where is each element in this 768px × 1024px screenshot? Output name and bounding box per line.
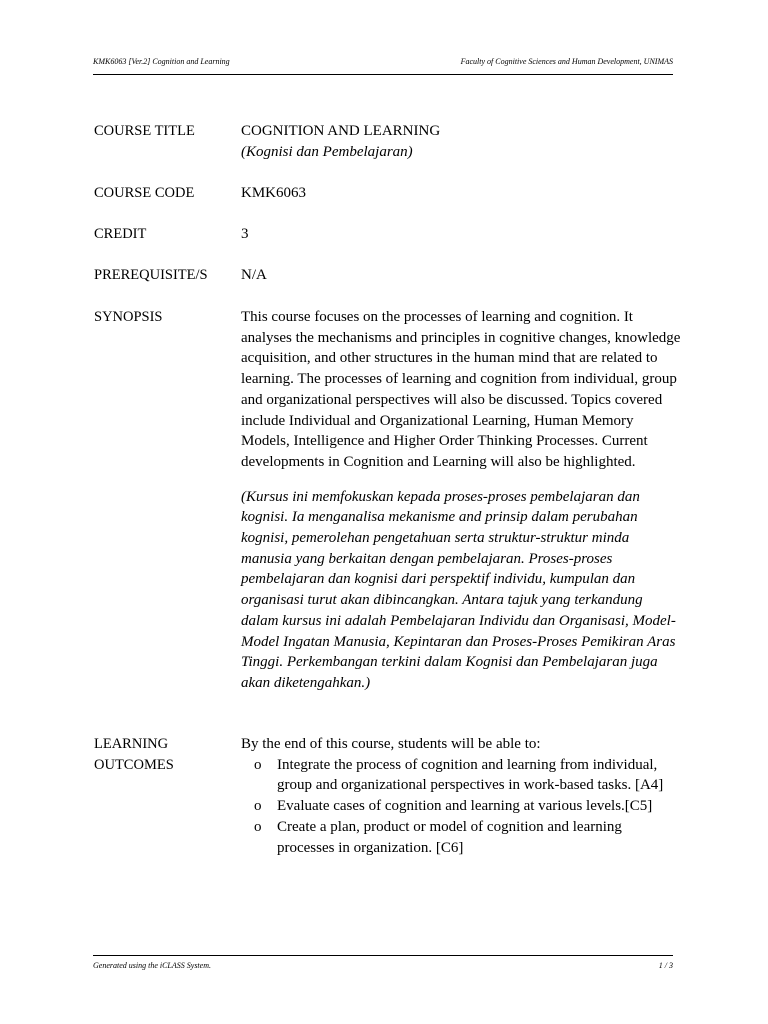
credit-value: 3 xyxy=(241,226,249,242)
page-header xyxy=(93,55,673,75)
outcome-text: Create a plan, product or model of cognition and learning processes in organization. [C6] xyxy=(277,818,622,856)
learning-outcomes-label-line2: OUTCOMES xyxy=(94,756,174,773)
prerequisite-label: PREREQUISITE/S xyxy=(94,267,208,283)
bullet-icon: o xyxy=(254,756,262,773)
course-title-english: COGNITION AND LEARNING xyxy=(241,123,441,139)
page-footer xyxy=(93,955,673,974)
learning-outcomes-label-line1: LEARNING xyxy=(94,736,169,752)
header-faculty-name: Faculty of Cognitive Sciences and Human Development, UNIMAS xyxy=(460,57,673,66)
outcome-text: Evaluate cases of cognition and learning at various levels.[C5] xyxy=(277,798,653,815)
credit-label: CREDIT xyxy=(94,226,147,242)
list-item xyxy=(241,755,681,796)
footer-generator-note: Generated using the iCLASS System. xyxy=(93,961,211,970)
bullet-icon: o xyxy=(254,798,262,815)
list-item xyxy=(241,817,681,858)
learning-outcomes-value xyxy=(241,734,681,858)
course-code-label: COURSE CODE xyxy=(94,185,195,201)
course-title-malay: (Kognisi dan Pembelajaran) xyxy=(241,143,413,160)
prerequisite-value: N/A xyxy=(241,267,267,283)
learning-outcomes-label xyxy=(94,734,234,775)
synopsis-english: This course focuses on the processes of learning and cognition. It analyses the mechanisms and principles in cognitive changes, knowledge acquisition, and other structures in the human mind that are related to learning. The processes of learning and cognition from individual, group and organizational perspectives will also be discussed. Topics covered include Individual and Organizational Learning, Human Memory Models, Intelligence and Higher Order Thinking Processes. Current developments in Cognition and Learning will also be highlighted. xyxy=(241,309,681,470)
synopsis-malay: (Kursus ini memfokuskan kepada proses-proses pembelajaran dan kognisi. Ia menganalisa mekanisme and prinsip dalam perubahan kognisi, pemerolehan pengetahuan serta struktur-struktur minda manusia yang berkaitan dengan pembelajaran. Proses-proses pembelajaran dan kognisi dari perspektif individu, kumpulan dan organisasi turut akan dibincangkan. Antara tajuk yang terkandung dalam kursus ini adalah Pembelajaran Individu dan Organisasi, Model-Model Ingatan Manusia, Kepintaran dan Proses-Proses Pemikiran Aras Tinggi. Perkembangan terkini dalam Kognisi dan Pembelajaran juga akan diketengahkan.) xyxy=(241,488,676,691)
header-course-name: KMK6063 [Ver.2] Cognition and Learning xyxy=(93,57,230,66)
course-title-value xyxy=(241,121,681,162)
outcome-text: Integrate the process of cognition and learning from individual, group and organizational perspectives in work-based tasks. [A4] xyxy=(277,756,664,794)
list-item xyxy=(241,796,681,817)
learning-outcomes-list xyxy=(241,755,681,859)
course-code-value: KMK6063 xyxy=(241,185,307,201)
page-number: 1 / 3 xyxy=(658,961,673,970)
bullet-icon: o xyxy=(254,818,262,835)
learning-outcomes-intro: By the end of this course, students will be able to: xyxy=(241,736,541,752)
synopsis-value xyxy=(241,307,681,694)
synopsis-label: SYNOPSIS xyxy=(94,309,163,325)
course-title-label: COURSE TITLE xyxy=(94,123,195,139)
